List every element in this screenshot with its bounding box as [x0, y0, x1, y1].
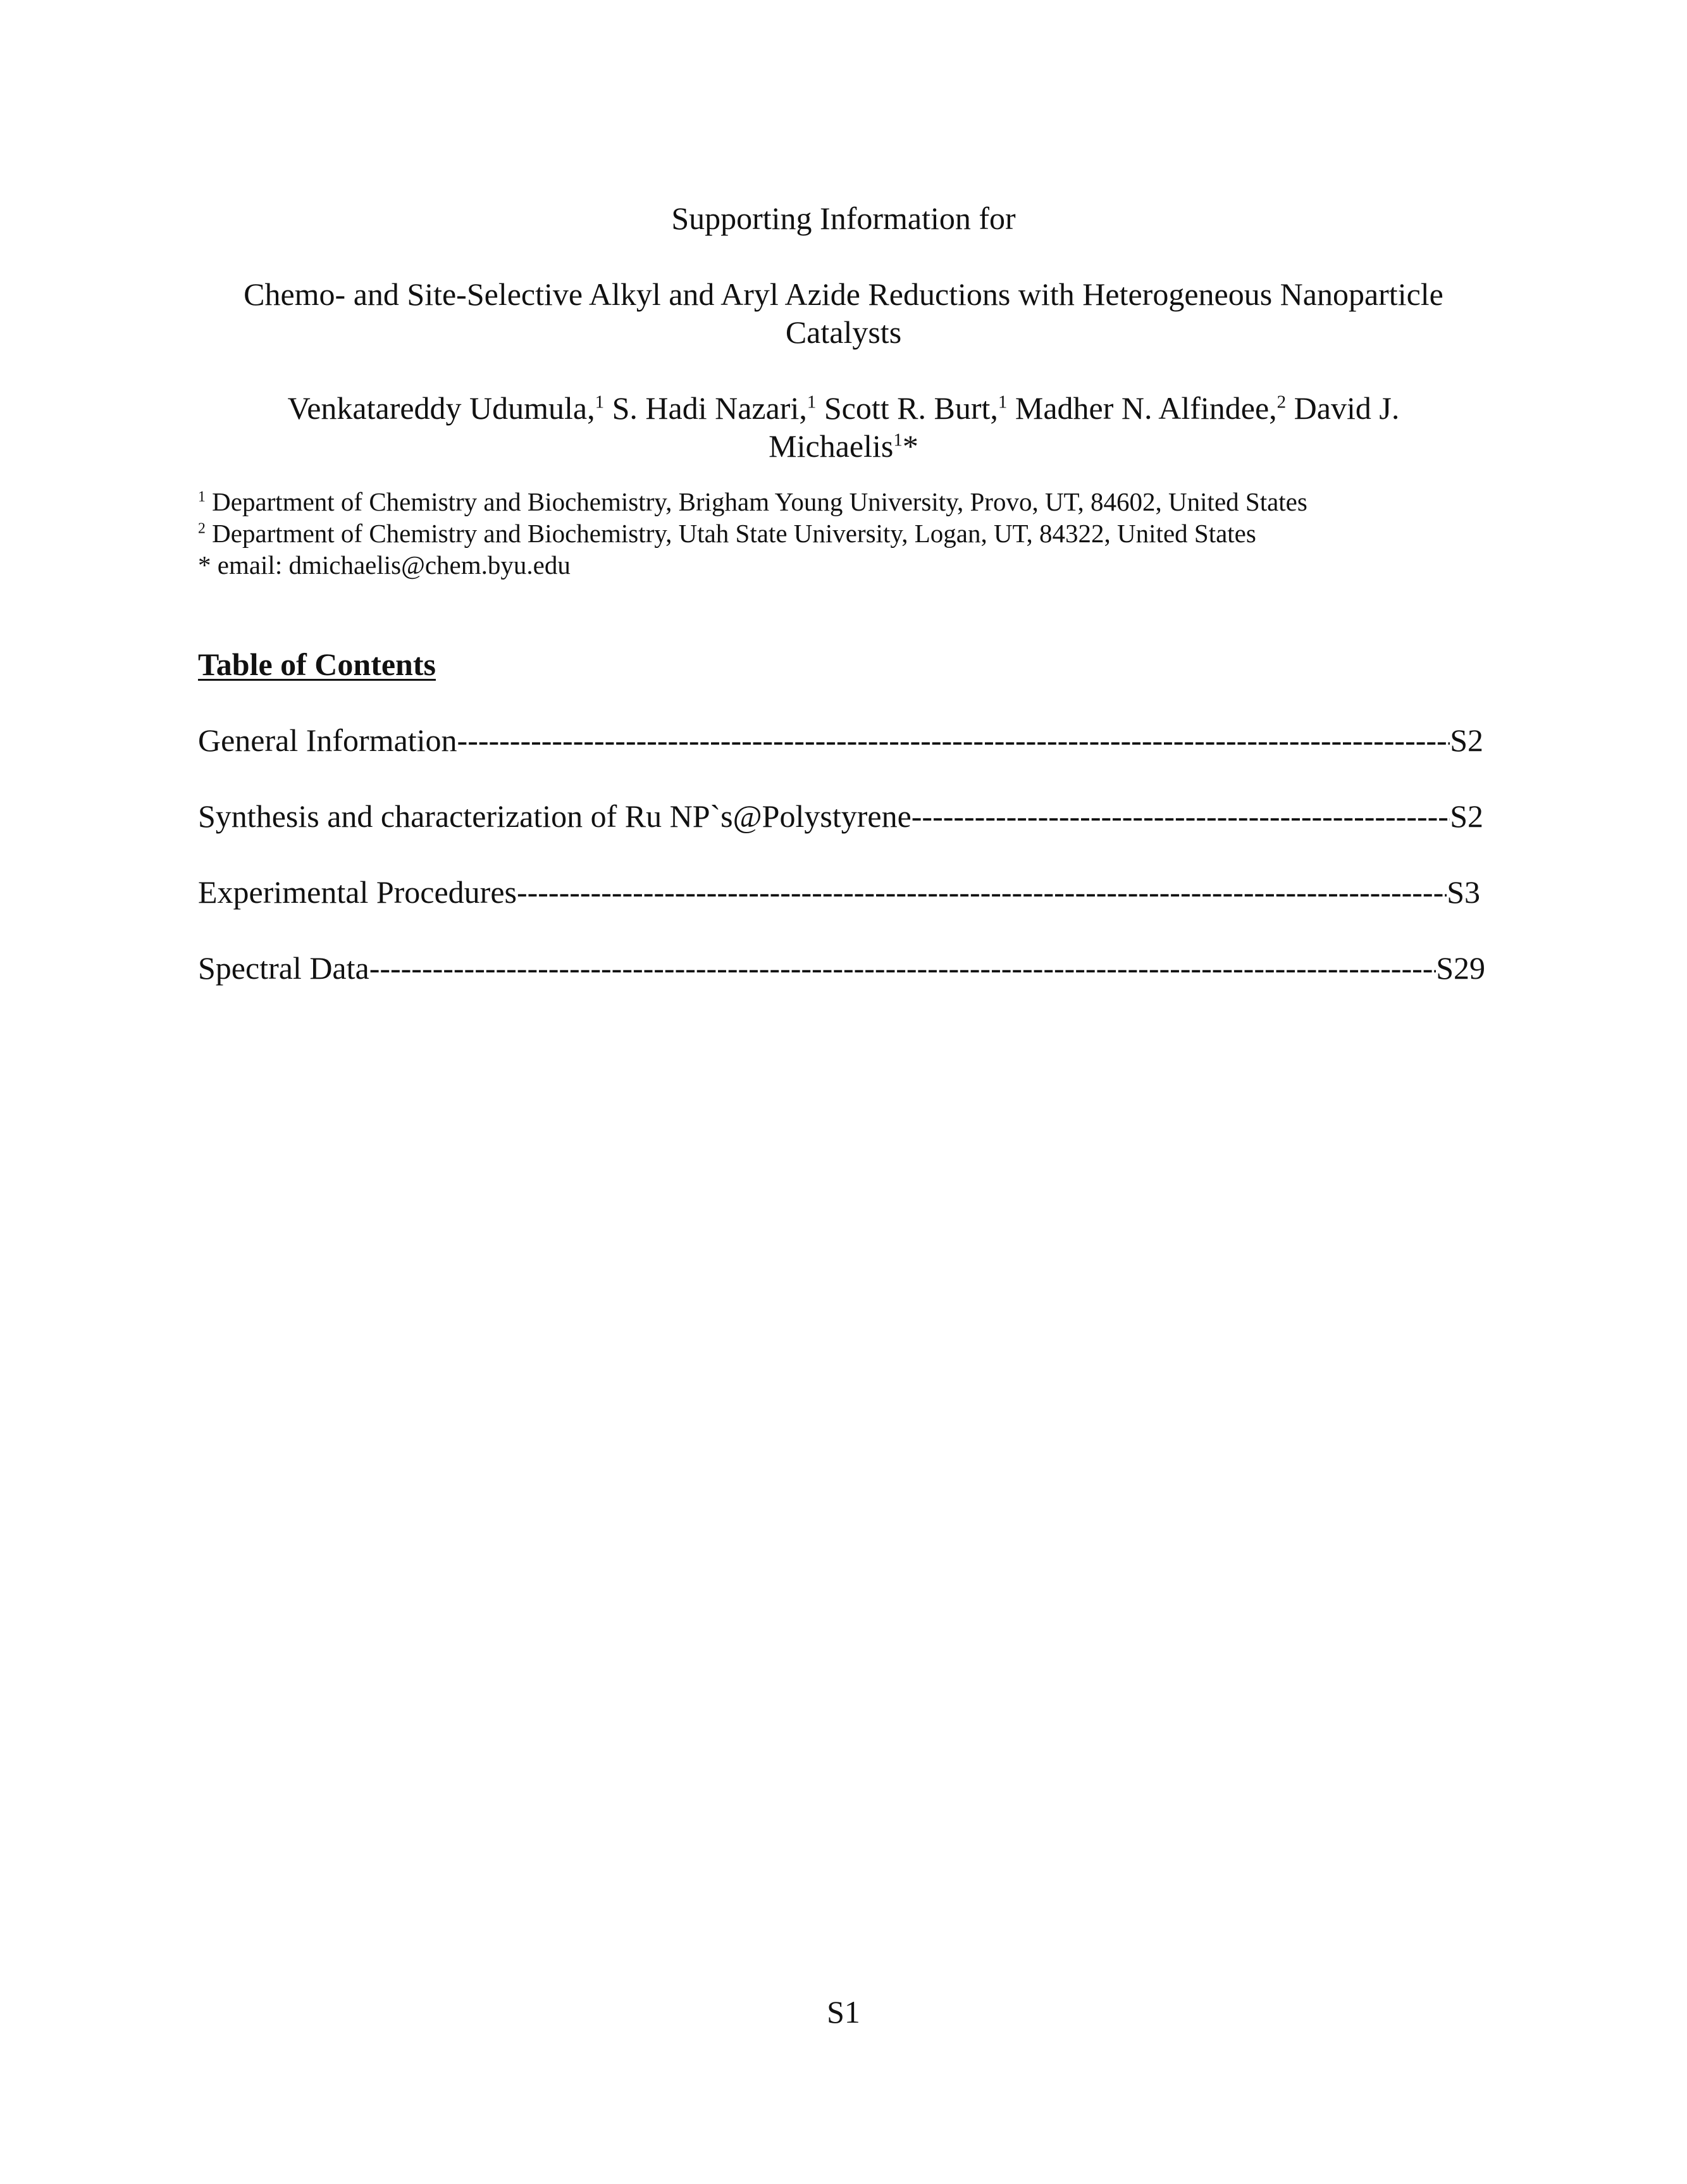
affiliation-marker: 2: [198, 520, 206, 537]
corresponding-email: * email: dmichaelis@chem.byu.edu: [198, 550, 571, 580]
toc-entry-page: S3: [1447, 874, 1480, 910]
toc-entry-label: General Information: [198, 723, 457, 758]
toc-entry[interactable]: [198, 797, 1483, 835]
supporting-info-line: Supporting Information for: [671, 201, 1016, 236]
toc-entry-label: Spectral Data: [198, 950, 369, 986]
toc-entry-page: S2: [1450, 723, 1483, 758]
toc-entry-page: S2: [1450, 798, 1483, 834]
affiliation-text: Department of Chemistry and Biochemistry, Utah State University, Logan, UT, 84322, United States: [205, 519, 1256, 548]
toc-dot-leader: [457, 721, 1450, 759]
author-name: Scott R. Burt,: [816, 390, 998, 426]
author-affiliation-marker: 2: [1276, 392, 1287, 413]
affiliation-2: [198, 518, 1307, 549]
toc-entry[interactable]: [198, 873, 1480, 911]
author-name: Madher N. Alfindee,: [1007, 390, 1277, 426]
author-affiliation-marker: 1: [595, 392, 605, 413]
paper-title-line-2: Catalysts: [785, 314, 902, 350]
toc-dot-leader: [911, 797, 1450, 835]
author-name: David J.: [1286, 390, 1400, 426]
affiliations-block: [198, 486, 1307, 581]
page-number: S1: [827, 1994, 860, 2030]
toc-dot-leader: [517, 873, 1447, 911]
toc-dot-leader: [369, 949, 1436, 987]
toc-entry[interactable]: [198, 949, 1485, 987]
affiliation-text: Department of Chemistry and Biochemistry, Brigham Young University, Provo, UT, 84602, United States: [205, 487, 1307, 516]
author-affiliation-marker: 1: [998, 392, 1008, 413]
author-affiliation-marker: 1: [893, 430, 903, 450]
toc-entry-label: Experimental Procedures: [198, 874, 517, 910]
toc-entry-page: S29: [1436, 950, 1485, 986]
author-name: S. Hadi Nazari,: [604, 390, 807, 426]
affiliation-1: [198, 486, 1307, 518]
author-name: Michaelis: [769, 428, 894, 464]
author-affiliation-marker: 1: [806, 392, 817, 413]
toc-entry[interactable]: [198, 721, 1483, 759]
affiliation-marker: 1: [198, 488, 206, 506]
author-list-line-2: [0, 427, 1687, 465]
toc-entry-label: Synthesis and characterization of Ru NP`s@Polystyrene: [198, 798, 911, 834]
toc-heading: Table of Contents: [198, 647, 436, 682]
author-list-line-1: [0, 389, 1687, 427]
author-name: Venkatareddy Udumula,: [287, 390, 595, 426]
paper-title-line-1: Chemo- and Site-Selective Alkyl and Aryl Azide Reductions with Heterogeneous Nanoparticle: [244, 276, 1443, 312]
corresponding-author-marker: *: [902, 428, 918, 464]
